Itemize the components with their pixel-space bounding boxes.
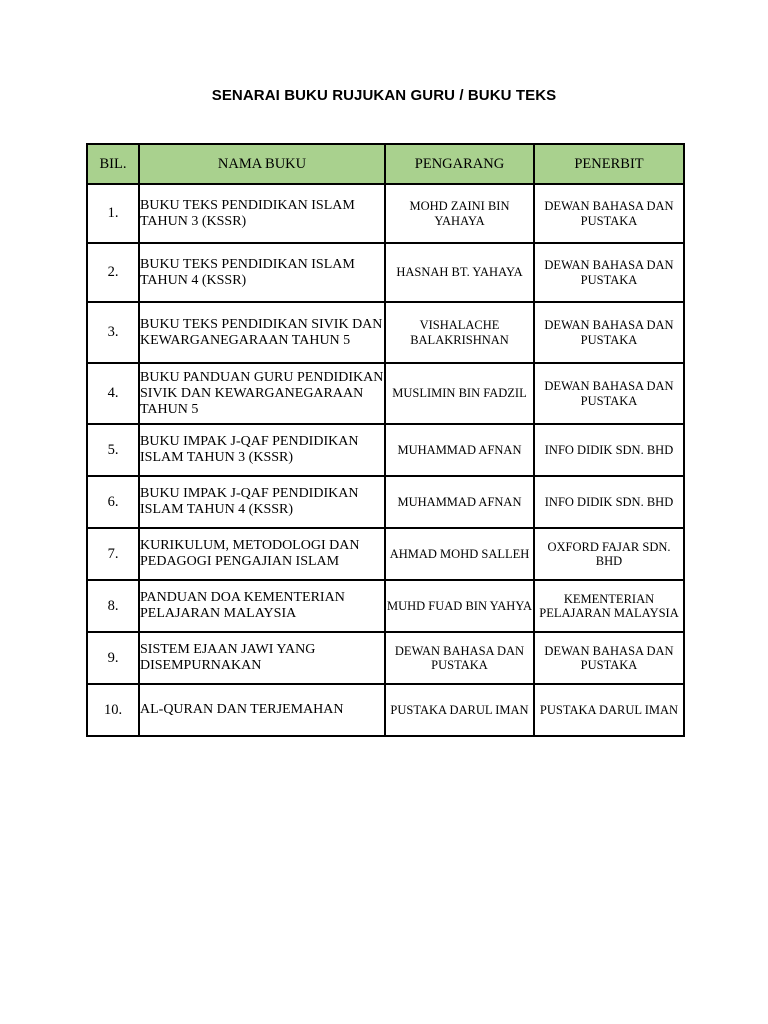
table-row xyxy=(87,528,684,580)
cell-pengarang: AHMAD MOHD SALLEH xyxy=(385,528,534,580)
cell-bil: 7. xyxy=(87,528,139,580)
cell-penerbit: DEWAN BAHASA DAN PUSTAKA xyxy=(534,184,684,243)
cell-penerbit: DEWAN BAHASA DAN PUSTAKA xyxy=(534,302,684,363)
table-row xyxy=(87,684,684,736)
cell-nama-buku: SISTEM EJAAN JAWI YANG DISEMPURNAKAN xyxy=(139,632,385,684)
cell-penerbit: INFO DIDIK SDN. BHD xyxy=(534,476,684,528)
cell-bil: 4. xyxy=(87,363,139,424)
cell-bil: 10. xyxy=(87,684,139,736)
table-row xyxy=(87,243,684,302)
page-title: SENARAI BUKU RUJUKAN GURU / BUKU TEKS xyxy=(211,87,557,104)
cell-pengarang: MUSLIMIN BIN FADZIL xyxy=(385,363,534,424)
cell-pengarang: MUHAMMAD AFNAN xyxy=(385,476,534,528)
cell-pengarang: MUHAMMAD AFNAN xyxy=(385,424,534,476)
table-row xyxy=(87,424,684,476)
cell-pengarang: PUSTAKA DARUL IMAN xyxy=(385,684,534,736)
header-pengarang: PENGARANG xyxy=(385,144,534,184)
cell-bil: 9. xyxy=(87,632,139,684)
table-row xyxy=(87,184,684,243)
cell-bil: 6. xyxy=(87,476,139,528)
cell-pengarang: MUHD FUAD BIN YAHYA xyxy=(385,580,534,632)
cell-nama-buku: PANDUAN DOA KEMENTERIAN PELAJARAN MALAYSIA xyxy=(139,580,385,632)
header-penerbit: PENERBIT xyxy=(534,144,684,184)
cell-nama-buku: BUKU TEKS PENDIDIKAN ISLAM TAHUN 4 (KSSR) xyxy=(139,243,385,302)
cell-bil: 5. xyxy=(87,424,139,476)
cell-nama-buku: AL-QURAN DAN TERJEMAHAN xyxy=(139,684,385,736)
cell-bil: 2. xyxy=(87,243,139,302)
cell-penerbit: DEWAN BAHASA DAN PUSTAKA xyxy=(534,243,684,302)
header-bil: BIL. xyxy=(87,144,139,184)
cell-nama-buku: BUKU PANDUAN GURU PENDIDIKAN SIVIK DAN KEWARGANEGARAAN TAHUN 5 xyxy=(139,363,385,424)
cell-penerbit: KEMENTERIAN PELAJARAN MALAYSIA xyxy=(534,580,684,632)
cell-penerbit: OXFORD FAJAR SDN. BHD xyxy=(534,528,684,580)
cell-nama-buku: KURIKULUM, METODOLOGI DAN PEDAGOGI PENGAJIAN ISLAM xyxy=(139,528,385,580)
cell-penerbit: DEWAN BAHASA DAN PUSTAKA xyxy=(534,363,684,424)
cell-penerbit: DEWAN BAHASA DAN PUSTAKA xyxy=(534,632,684,684)
cell-nama-buku: BUKU TEKS PENDIDIKAN SIVIK DAN KEWARGANEGARAAN TAHUN 5 xyxy=(139,302,385,363)
cell-nama-buku: BUKU TEKS PENDIDIKAN ISLAM TAHUN 3 (KSSR) xyxy=(139,184,385,243)
reference-book-table xyxy=(86,143,685,737)
table-row xyxy=(87,580,684,632)
header-nama-buku: NAMA BUKU xyxy=(139,144,385,184)
table-row xyxy=(87,632,684,684)
cell-bil: 8. xyxy=(87,580,139,632)
table-header-row xyxy=(87,144,684,184)
cell-nama-buku: BUKU IMPAK J-QAF PENDIDIKAN ISLAM TAHUN 3 (KSSR) xyxy=(139,424,385,476)
cell-pengarang: VISHALACHE BALAKRISHNAN xyxy=(385,302,534,363)
cell-pengarang: DEWAN BAHASA DAN PUSTAKA xyxy=(385,632,534,684)
table-row xyxy=(87,363,684,424)
cell-pengarang: MOHD ZAINI BIN YAHAYA xyxy=(385,184,534,243)
cell-bil: 3. xyxy=(87,302,139,363)
cell-penerbit: PUSTAKA DARUL IMAN xyxy=(534,684,684,736)
table-row xyxy=(87,476,684,528)
table-row xyxy=(87,302,684,363)
cell-pengarang: HASNAH BT. YAHAYA xyxy=(385,243,534,302)
cell-nama-buku: BUKU IMPAK J-QAF PENDIDIKAN ISLAM TAHUN 4 (KSSR) xyxy=(139,476,385,528)
cell-bil: 1. xyxy=(87,184,139,243)
cell-penerbit: INFO DIDIK SDN. BHD xyxy=(534,424,684,476)
